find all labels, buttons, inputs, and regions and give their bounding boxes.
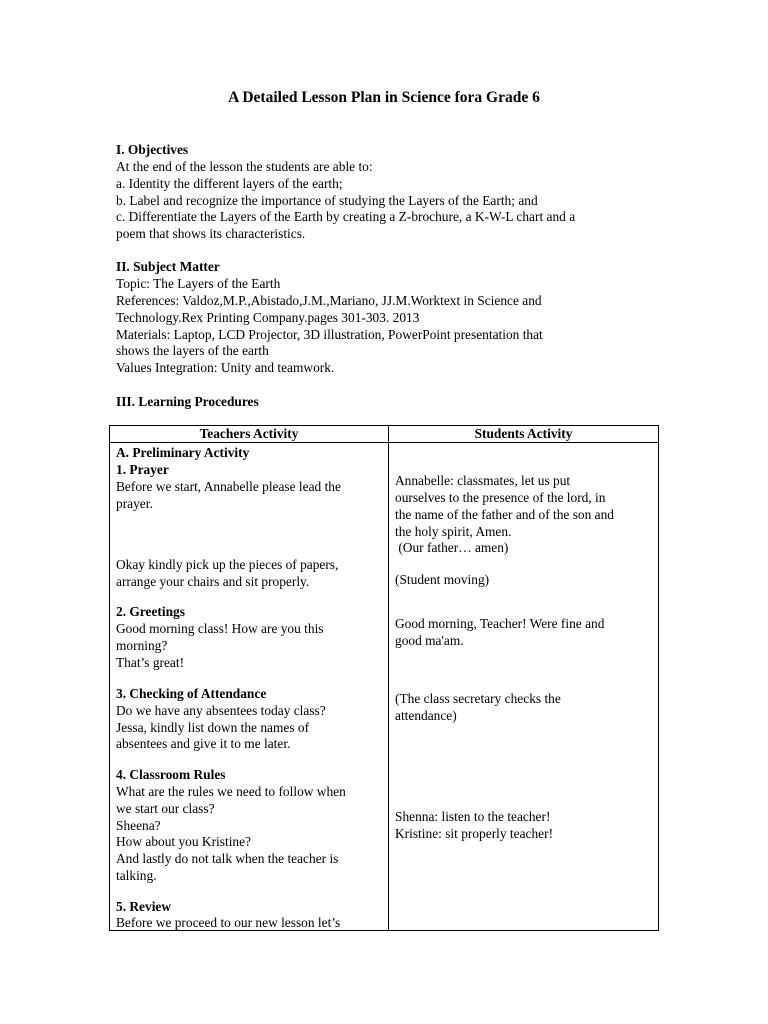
objectives-heading: I. Objectives	[116, 142, 189, 157]
student-line: Shenna: listen to the teacher!	[395, 809, 551, 824]
student-line: (Our father… amen)	[395, 540, 509, 555]
step-heading: 4. Classroom Rules	[116, 767, 226, 782]
student-line: (The class secretary checks the	[395, 691, 561, 706]
teacher-line: talking.	[116, 868, 157, 883]
step-heading: 1. Prayer	[116, 462, 169, 477]
table-header-row	[110, 426, 659, 443]
student-line: the holy spirit, Amen.	[395, 524, 512, 539]
student-line: attendance)	[395, 708, 457, 723]
teacher-line: Good morning class! How are you this	[116, 621, 324, 636]
procedures-heading: III. Learning Procedures	[116, 394, 259, 409]
subject-matter-line: References: Valdoz,M.P.,Abistado,J.M.,Mariano, JJ.M.Worktext in Science and	[116, 293, 542, 308]
teacher-line: And lastly do not talk when the teacher is	[116, 851, 339, 866]
objectives-intro: At the end of the lesson the students are able to:	[116, 159, 373, 174]
subject-matter-line: Topic: The Layers of the Earth	[116, 276, 281, 291]
student-line: Kristine: sit properly teacher!	[395, 826, 554, 841]
subject-matter-line: Technology.Rex Printing Company.pages 301-303. 2013	[116, 310, 420, 325]
student-line: ourselves to the presence of the lord, in	[395, 490, 606, 505]
objective-item: c. Differentiate the Layers of the Earth by creating a Z-brochure, a K-W-L chart and a	[116, 209, 576, 224]
teacher-line: How about you Kristine?	[116, 834, 251, 849]
step-heading: 5. Review	[116, 899, 172, 914]
step-heading: 3. Checking of Attendance	[116, 686, 267, 701]
student-line: (Student moving)	[395, 572, 490, 587]
student-line: good ma'am.	[395, 633, 464, 648]
teachers-activity-header: Teachers Activity	[110, 426, 389, 443]
teachers-activity-cell	[110, 443, 389, 931]
student-line: the name of the father and of the son and	[395, 507, 615, 522]
teacher-line: prayer.	[116, 496, 153, 511]
teacher-line: absentees and give it to me later.	[116, 736, 291, 751]
teacher-line: What are the rules we need to follow when	[116, 784, 346, 799]
step-heading: 2. Greetings	[116, 604, 185, 619]
teacher-line: Okay kindly pick up the pieces of papers,	[116, 557, 339, 572]
teacher-line: Jessa, kindly list down the names of	[116, 720, 310, 735]
teacher-line: morning?	[116, 638, 168, 653]
objective-item: b. Label and recognize the importance of studying the Layers of the Earth; and	[116, 193, 538, 208]
subject-matter-line: Materials: Laptop, LCD Projector, 3D illustration, PowerPoint presentation that	[116, 327, 543, 342]
subject-matter-line: Values Integration: Unity and teamwork.	[116, 360, 335, 375]
subject-matter-heading: II. Subject Matter	[116, 259, 220, 274]
objective-item: a. Identity the different layers of the earth;	[116, 176, 343, 191]
document-title: A Detailed Lesson Plan in Science fora Grade 6	[228, 89, 540, 106]
section-label: A. Preliminary Activity	[116, 445, 250, 460]
student-line: Annabelle: classmates, let us put	[395, 473, 571, 488]
teacher-line: arrange your chairs and sit properly.	[116, 574, 310, 589]
teacher-line: we start our class?	[116, 801, 215, 816]
objective-item: poem that shows its characteristics.	[116, 226, 306, 241]
teacher-line: Sheena?	[116, 818, 161, 833]
students-activity-header: Students Activity	[389, 426, 659, 443]
teacher-line: Before we start, Annabelle please lead the	[116, 479, 341, 494]
teacher-line: That’s great!	[116, 655, 185, 670]
procedures-table	[109, 425, 659, 931]
students-activity-cell	[389, 443, 659, 931]
student-line: Good morning, Teacher! Were fine and	[395, 616, 605, 631]
teacher-line: Before we proceed to our new lesson let’s	[116, 915, 341, 930]
subject-matter-line: shows the layers of the earth	[116, 343, 269, 358]
teacher-line: Do we have any absentees today class?	[116, 703, 326, 718]
table-row	[110, 443, 659, 931]
